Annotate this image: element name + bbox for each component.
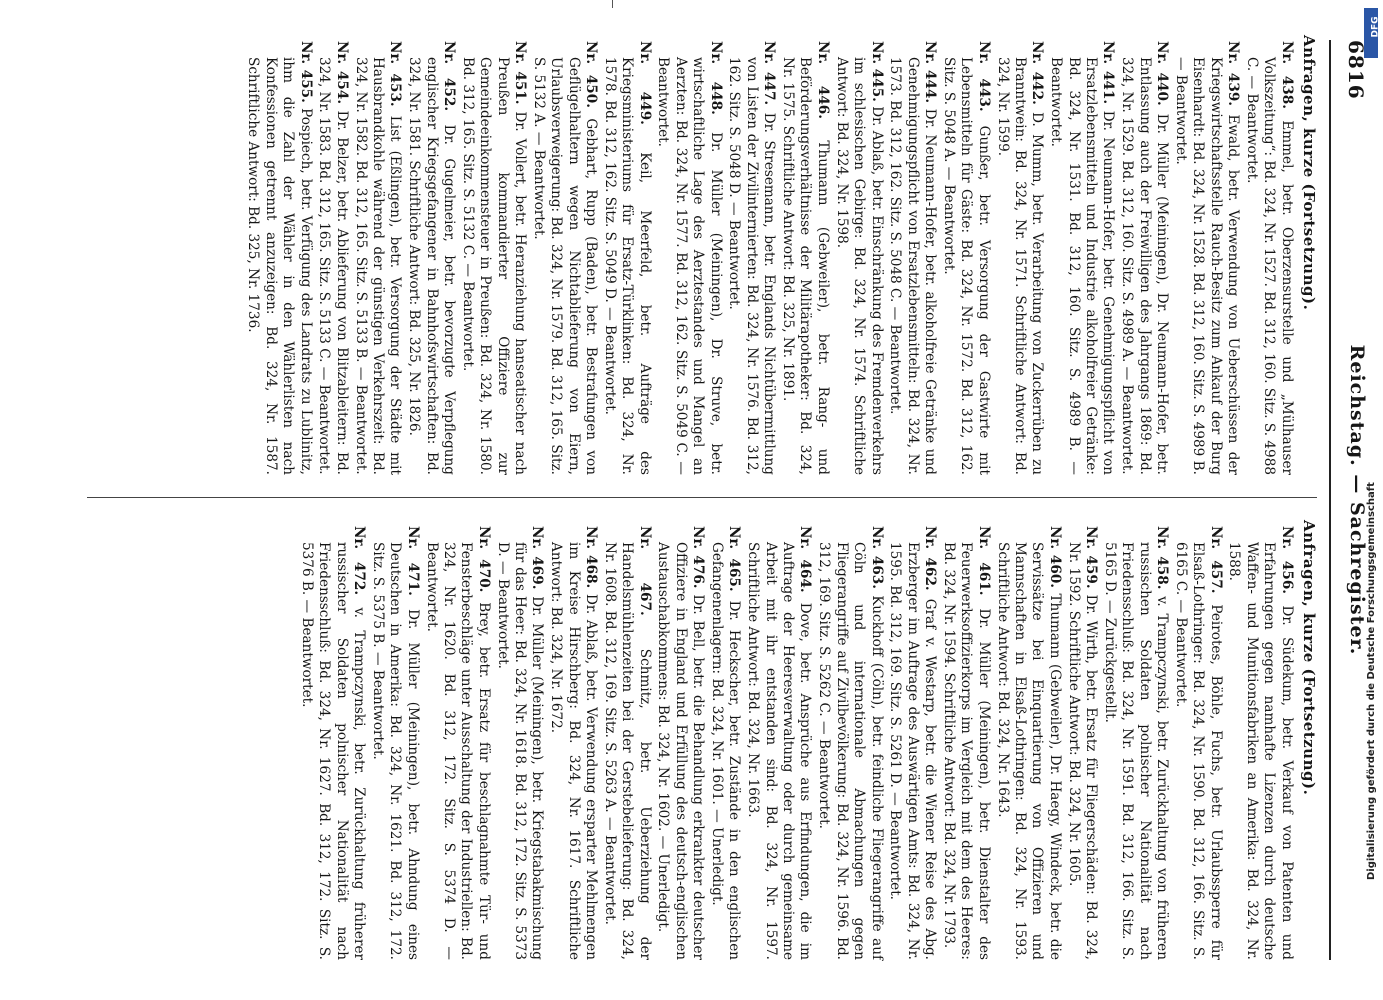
entry-text: Dr. Müller (Meiningen), betr. Ahndung eines Deutschen in Amerika: Bd. 324, Nr. 1621. Bd. 312, 172. Sitz. S. 5375 B. — Beantwortet. xyxy=(370,542,421,960)
entry-text: Graf v. Westarp, betr. die Wiener Reise des Abg. Erzberger im Auftrage des Auswärtigen Amts: Bd. 324, Nr. 1595. Bd. 312, 169. Sitz. S. 5261 D. — Beantwortet. xyxy=(887,542,939,960)
entry-number: Nr. 440. xyxy=(1153,41,1170,106)
entry-number: Nr. 460. xyxy=(1046,526,1063,589)
entry-number: Nr. 464. xyxy=(797,526,814,593)
page-header xyxy=(1328,40,1368,960)
register-entry xyxy=(993,35,1045,475)
register-entry xyxy=(1100,520,1170,960)
entry-number: Nr. 467. xyxy=(636,526,653,616)
register-entry xyxy=(547,520,599,960)
register-entry xyxy=(405,35,457,475)
entry-text: Dr. Wirth, betr. Ersatz für Fliegerschäden: Bd. 324, Nr. 1592. Schriftliche Antwort: Bd. 324, Nr. 1605. xyxy=(1065,542,1099,960)
register-entry xyxy=(1171,520,1223,960)
entry-text: Peirotes, Böhle, Fuchs, betr. Urlaubssperre für Elsaß-Lothringer: Bd. 324, Nr. 1590. Bd. 312, 166. Sitz. S. 6165 C. — Beantwortet. xyxy=(1172,542,1224,961)
entry-number: Nr. 447. xyxy=(761,41,778,106)
register-entry xyxy=(725,35,777,475)
register-entry xyxy=(600,35,652,475)
header-rule xyxy=(1329,40,1331,960)
register-entry xyxy=(1171,35,1241,475)
entry-text: Brey, betr. Ersatz für beschlagnahmte Tür- und Fensterbeschläge unter Ausschaltung der Industriellen: Bd. 324, Nr. 1620. Bd. 312, 172. Sitz. S. 5374 D. — Beantwortet. xyxy=(423,542,492,960)
entry-number: Nr. 455. xyxy=(297,41,314,103)
entry-text: Dr. Ablaß, betr. Einschränkung des Fremdenverkehrs im schlesischen Gebirge: Bd. 324, Nr. 1574. Schriftliche Antwort: Bd. 324, Nr. 1598. xyxy=(833,57,885,475)
register-entry xyxy=(779,35,831,475)
entry-number: Nr. 476. xyxy=(690,526,707,589)
entry-number: Nr. 444. xyxy=(922,41,939,104)
entry-text: Thumann (Gebweiler), Dr. Haegy, Windeck, betr. die Servissätze bei Einquartierung von Offizieren und Mannschaften in Elsaß-Lothringen: Bd. 324, Nr. 1593. Schriftliche Antwort: Bd. 324, Nr. 1643. xyxy=(994,542,1063,960)
entry-text: Kuckhoff (Cöln), betr. feindliche Fliegerangriffe auf Cöln und internationale Abmachungen gegen Fliegerangriffe auf Zivilbevölkerung: Bd. 324, Nr. 1596. Bd. 312, 169. Sitz. S. 5262 C. — Beantwortet. xyxy=(816,542,885,960)
register-entry xyxy=(1047,35,1117,475)
entry-number: Nr. 438. xyxy=(1278,41,1295,109)
register-entry xyxy=(244,35,314,475)
page-number: 6816 xyxy=(1344,40,1368,100)
entry-text: Dr. Neumann-Hofer, betr. alkoholfreie Getränke und Genehmigungspflicht von Ersatzlebensmitteln: Bd. 324, Nr. 1573. Bd. 312, 162. Sitz. S. 5048 C. — Beantwortet. xyxy=(887,57,939,475)
entry-text: Dr. Vollert, betr. Heranziehung hanseatischer nach Preußen kommandierter Offiziere zur Gemeindeeinkommensteuer in Preußen: Bd. 324, Nr. 1580. Bd. 312, 165. Sitz. S. 5132 C. — Beantwortet. xyxy=(459,57,529,475)
dfg-funding-note: Digitalisierung gefördert durch die Deutsche Forschungsgemeinschaft xyxy=(1366,482,1377,880)
entry-number: Nr. 472. xyxy=(351,526,368,596)
entry-number: Nr. 468. xyxy=(583,526,600,589)
entry-text: Dr. Belzer, betr. Ablieferung von Blitzableitern: Bd. 324, Nr. 1583. Bd. 312, 165. Sitz. S. 5133 C. — Beantwortet. xyxy=(316,57,350,475)
entry-number: Nr. 443. xyxy=(975,41,992,112)
entry-text: Dr. Gugelmeier, betr. bevorzugte Verpflegung englischer Kriegsgefangener in Bahnhofswirtschaften: Bd. 324, Nr. 1581. Schriftliche Antwort: Bd. 325, Nr. 1826. xyxy=(406,57,458,475)
register-entry xyxy=(529,35,599,475)
entry-number: Nr. 459. xyxy=(1082,526,1099,589)
entry-text: Pospiech, betr. Verfügung des Landrats zu Lublinitz, ihm die Zahl der Wähler in den Wählerlisten nach Konfessionen getrennt anzuzeigen: Bd. 324, Nr. 1587. Schriftliche Antwort: Bd. 325, Nr. 1736. xyxy=(245,57,314,475)
entry-number: Nr. 450. xyxy=(583,41,600,108)
entry-number: Nr. 463. xyxy=(868,526,885,589)
entry-text: Gunßer, betr. Versorgung der Gastwirte mit Lebensmitteln für Gäste: Bd. 324, Nr. 1572. Bd. 312, 162. Sitz. S. 5048 A. — Beantwortet. xyxy=(940,57,992,475)
register-entry xyxy=(886,35,938,475)
entry-text: Dr. Südekum, betr. Verkauf von Patenten und Erfahrungen gegen namhafte Lizenzen durch deutsche Waffen- und Munitionsfabriken an Amerika: Bd. 324, Nr. 1588. xyxy=(1226,542,1295,960)
entry-text: Dr. Neumann-Hofer, betr. Genehmigungspflicht von Ersatzlebensmitteln und Industrie alkoholfreier Getränke: Bd. 324, Nr. 1531. Bd. 312, 160. Sitz. S. 4989 B. — Beantwortet. xyxy=(1048,57,1117,475)
entry-text: Dr. Heckscher, betr. Zustände in den englischen Gefangenenlagern: Bd. 324, Nr. 1601. — Unerledigt. xyxy=(709,542,743,960)
entry-text: Dr. Müller (Meiningen), betr. Kriegstabakmischung für das Heer: Bd. 324, Nr. 1618. Bd. 312, 172. Sitz. S. 5373 D. — Beantwortet. xyxy=(494,542,546,961)
register-entry xyxy=(600,520,652,960)
register-entry xyxy=(993,520,1063,960)
entry-text: v. Trampczynski, betr. Zurückhaltung von früheren russischen Soldaten polnischer Nationalität nach Friedensschluß: Bd. 324, Nr. 1591. Bd. 312, 166. Sitz. S. 5165 D. — Zurückgestellt. xyxy=(1101,542,1170,960)
register-entry xyxy=(940,520,992,960)
entry-number: Nr. 453. xyxy=(387,41,404,107)
register-entry xyxy=(458,35,528,475)
register-entry xyxy=(1064,520,1099,960)
register-entry xyxy=(422,520,492,960)
entry-number: Nr. 452. xyxy=(441,41,458,112)
entry-text: Ewald, betr. Verwendung von Ueberschüssen der Kriegswirtschaftsstelle Rauch-Besitz zum Ankauf der Burg Eisenhardt: Bd. 324, Nr. 1528. Bd. 312, 160. Sitz. S. 4989 B. — Beantwortet. xyxy=(1172,57,1241,475)
entry-number: Nr. 439. xyxy=(1224,41,1241,107)
entry-number: Nr. 454. xyxy=(333,41,350,105)
register-entry xyxy=(815,520,885,960)
entry-number: Nr. 457. xyxy=(1207,526,1224,594)
entry-number: Nr. 458. xyxy=(1153,526,1170,590)
entry-number: Nr. 449. xyxy=(636,41,653,125)
register-entry xyxy=(744,520,814,960)
entry-number: Nr. 470. xyxy=(475,526,492,593)
margin-mark xyxy=(612,0,613,8)
register-entry xyxy=(654,520,706,960)
entry-text: Thumann (Gebweiler), betr. Rang- und Beförderungsverhältnisse der Militärapotheker: Bd. 324, Nr. 1575. Schriftliche Antwort: Bd. 325, Nr. 1891. xyxy=(780,57,831,475)
right-column xyxy=(296,520,1317,960)
entry-list xyxy=(298,520,1295,960)
entry-number: Nr. 445. xyxy=(868,41,885,102)
entry-number: Nr. 465. xyxy=(726,526,743,592)
entry-number: Nr. 442. xyxy=(1029,41,1046,105)
entry-text: Dove, betr. Ansprüche aus Erfindungen, die im Auftrage der Heeresverwaltung oder durch gemeinsame Arbeit mit ihr entstanden sind: Bd. 324, Nr. 1597. Schriftliche Antwort: Bd. 324, Nr. 1663. xyxy=(745,542,814,960)
entry-text: D. Mumm, betr. Verarbeitung von Zuckerrüben zu Branntwein: Bd. 324, Nr. 1571. Schriftliche Antwort: Bd. 324, Nr. 1599. xyxy=(994,57,1046,475)
register-entry xyxy=(940,35,992,475)
entry-text: Dr. Müller (Meiningen), betr. Dienstalter des Feuerwerksoffizierkorps im Vergleich mit dem des Heeres: Bd. 324, Nr. 1594. Schriftliche Antwort: Bd. 324, Nr. 1793. xyxy=(940,542,992,960)
entry-number: Nr. 451. xyxy=(512,41,529,105)
register-entry xyxy=(369,520,421,960)
entry-text: Dr. Müller (Meiningen), Dr. Struve, betr. wirtschaftliche Lage des Aerztestandes und Mangel an Aerzten: Bd. 324, Nr. 1577. Bd. 312, 162. Sitz. S. 5049 C. — Beantwortet. xyxy=(655,57,724,475)
section-title: Anfragen, kurze (Fortsetzung). xyxy=(1300,35,1318,311)
register-entry xyxy=(493,520,545,960)
register-entry xyxy=(654,35,724,475)
register-entry xyxy=(1118,35,1170,475)
section-title: Anfragen, kurze (Fortsetzung). xyxy=(1300,520,1318,796)
entry-number: Nr. 456. xyxy=(1278,526,1295,595)
entry-text: List (Eßlingen), betr. Versorgung der Städte mit Hausbrandkohle während der günstigen Verkehrszeit: Bd. 324, Nr. 1582. Bd. 312, 165. Sitz. S. 5133 B. — Beantwortet. xyxy=(352,57,404,475)
entry-number: Nr. 469. xyxy=(529,526,546,590)
dfg-logo: DFG xyxy=(1364,8,1378,58)
entry-text: Dr. Ablaß, betr. Verwendung ersparter Mehlmengen im Kreise Hirschberg: Bd. 324, Nr. 1617. Schriftliche Antwort: Bd. 324, Nr. 1672. xyxy=(548,542,600,960)
register-entry xyxy=(708,520,743,960)
entry-text: Dr. Bell, betr. die Behandlung erkrankter deutscher Offiziere in England und Erfüllung des deutsch-englischen Austauschabkommens: Bd. 324, Nr. 1602. — Unerledigt. xyxy=(655,542,707,960)
entry-text: Keil, Meerfeld, betr. Aufträge des Kriegsministeriums für Ersatz-Türklinken: Bd. 324, Nr. 1578. Bd. 312, 162. Sitz. S. 5049 D. — Beantwortet. xyxy=(601,57,653,476)
entry-text: Dr. Müller (Meiningen), Dr. Neumann-Hofer, betr. Entlassung auch der Freiwilligen des Jahrgangs 1869: Bd. 324, Nr. 1529. Bd. 312, 160. Sitz. S. 4989 A. — Beantwortet. xyxy=(1119,57,1170,475)
entry-text: Emmel, betr. Oberzensurstelle und „Mülhauser Volkszeitung“: Bd. 324, Nr. 1527. Bd. 312, 160. Sitz. S. 4988 C. — Beantwortet. xyxy=(1243,57,1295,475)
entry-number: Nr. 446. xyxy=(814,41,831,119)
entry-number: Nr. 448. xyxy=(707,41,724,115)
entry-list xyxy=(244,35,1295,475)
entry-number: Nr. 441. xyxy=(1100,41,1117,105)
entry-text: v. Trampczynski, betr. Zurückhaltung früherer russischer Soldaten polnischer Nationalität nach Friedensschluß: Bd. 324, Nr. 1627. Bd. 312, 172. Sitz. S. 5376 B. — Beantwortet. xyxy=(299,542,368,960)
register-entry xyxy=(832,35,884,475)
column-divider xyxy=(87,497,1317,498)
entry-number: Nr. 471. xyxy=(404,526,421,596)
entry-number: Nr. 462. xyxy=(922,526,939,591)
entry-text: Schmitz, betr. Ueberziehung der Handelsmühlenzeiten bei der Gerstebelieferung: Bd. 324, Nr. 1608. Bd. 312, 169. Sitz. S. 5263 A. — Beantwortet. xyxy=(601,542,653,960)
register-entry xyxy=(1225,520,1295,960)
register-entry xyxy=(886,520,938,960)
left-column xyxy=(243,35,1317,475)
register-entry xyxy=(298,520,368,960)
register-entry xyxy=(351,35,403,475)
entry-number: Nr. 461. xyxy=(975,526,992,596)
entry-text: Dr. Stresemann, betr. Englands Nichtübermittlung von Listen der Zivilinternierten: Bd. 324, Nr. 1576. Bd. 312, 162. Sitz. S. 5048 D. — Beantwortet. xyxy=(726,57,778,475)
register-entry xyxy=(315,35,350,475)
entry-text: Gebhart, Rupp (Baden), betr. Bestrafungen von Geflügelhaltern wegen Nichtablieferung von Eiern, Urlaubsverweigerung: Bd. 324, Nr. 1579. Bd. 312, 165. Sitz. S. 5132 A. — Beantwortet. xyxy=(530,57,600,475)
register-entry xyxy=(1242,35,1294,475)
running-title: Reichstag. — Sachregister. xyxy=(1346,344,1368,656)
